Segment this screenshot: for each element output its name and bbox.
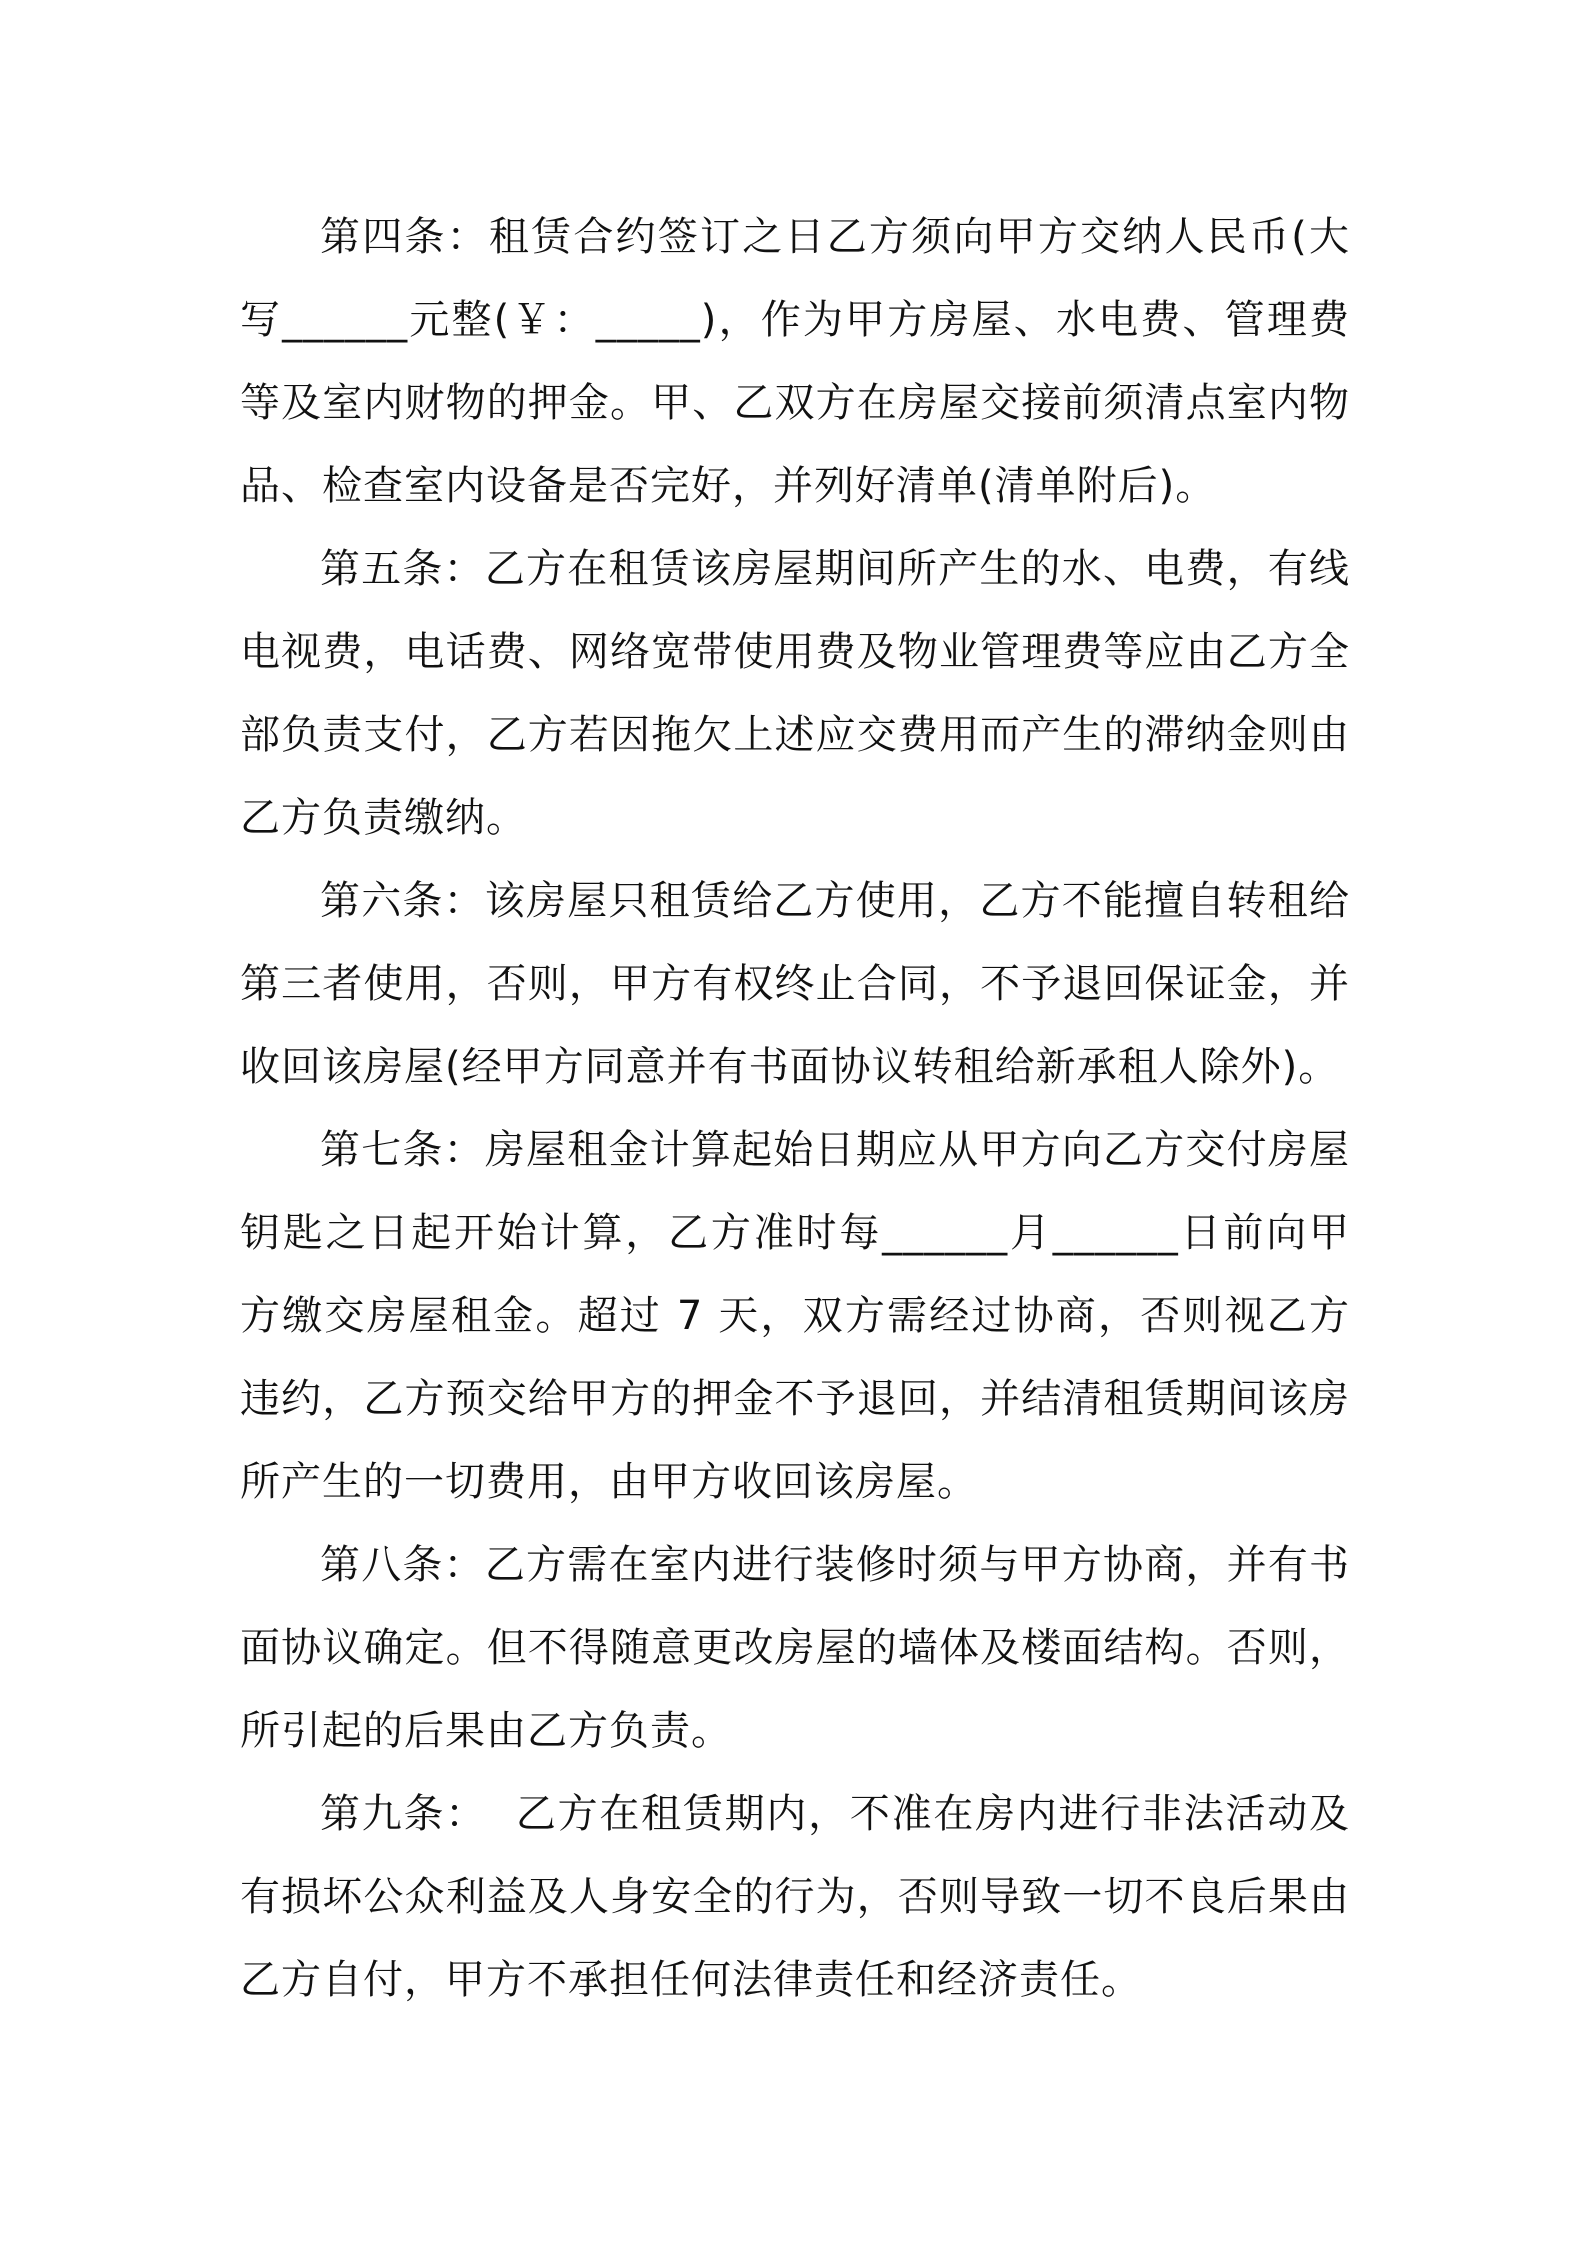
clause-5 xyxy=(240,528,1350,860)
clause-6 xyxy=(240,860,1350,1109)
clause-text: 租赁合约签订之日乙方须向甲方交纳人民币(大写______元整(￥：_____)，作为甲方房屋、水电费、管理费等及室内财物的押金。甲、乙双方在房屋交接前须清点室内物品、检查室内设备是否完好，并列好清单(清单附后)。 xyxy=(240,214,1351,509)
clause-7 xyxy=(240,1109,1350,1524)
clause-4 xyxy=(240,196,1350,528)
clause-text: 乙方在租赁期内，不准在房内进行非法活动及有损坏公众利益及人身安全的行为，否则导致一切不良后果由乙方自付，甲方不承担任何法律责任和经济责任。 xyxy=(240,1791,1351,2003)
clause-text: 乙方需在室内进行装修时须与甲方协商，并有书面协议确定。但不得随意更改房屋的墙体及楼面结构。否则，所引起的后果由乙方负责。 xyxy=(240,1542,1351,1754)
contract-body xyxy=(240,196,1350,2022)
clause-label: 第七条： xyxy=(320,1127,485,1173)
clause-8 xyxy=(240,1524,1350,1773)
clause-label: 第八条： xyxy=(320,1542,485,1588)
clause-9 xyxy=(240,1773,1350,2022)
clause-label: 第五条： xyxy=(320,546,485,592)
clause-label: 第六条： xyxy=(320,878,485,924)
clause-text: 乙方在租赁该房屋期间所产生的水、电费，有线电视费，电话费、网络宽带使用费及物业管理费等应由乙方全部负责支付，乙方若因拖欠上述应交费用而产生的滞纳金则由乙方负责缴纳。 xyxy=(240,546,1351,841)
clause-label: 第九条： xyxy=(320,1791,487,1837)
clause-text: 该房屋只租赁给乙方使用，乙方不能擅自转租给第三者使用，否则，甲方有权终止合同，不予退回保证金，并收回该房屋(经甲方同意并有书面协议转租给新承租人除外)。 xyxy=(240,878,1351,1090)
clause-label: 第四条： xyxy=(320,214,489,260)
clause-text: 房屋租金计算起始日期应从甲方向乙方交付房屋钥匙之日起开始计算，乙方准时每______月______日前向甲方缴交房屋租金。超过 7 天，双方需经过协商，否则视乙方违约，乙方预交给甲方的押金不予退回，并结清租赁期间该房所产生的一切费用，由甲方收回该房屋。 xyxy=(240,1127,1351,1505)
